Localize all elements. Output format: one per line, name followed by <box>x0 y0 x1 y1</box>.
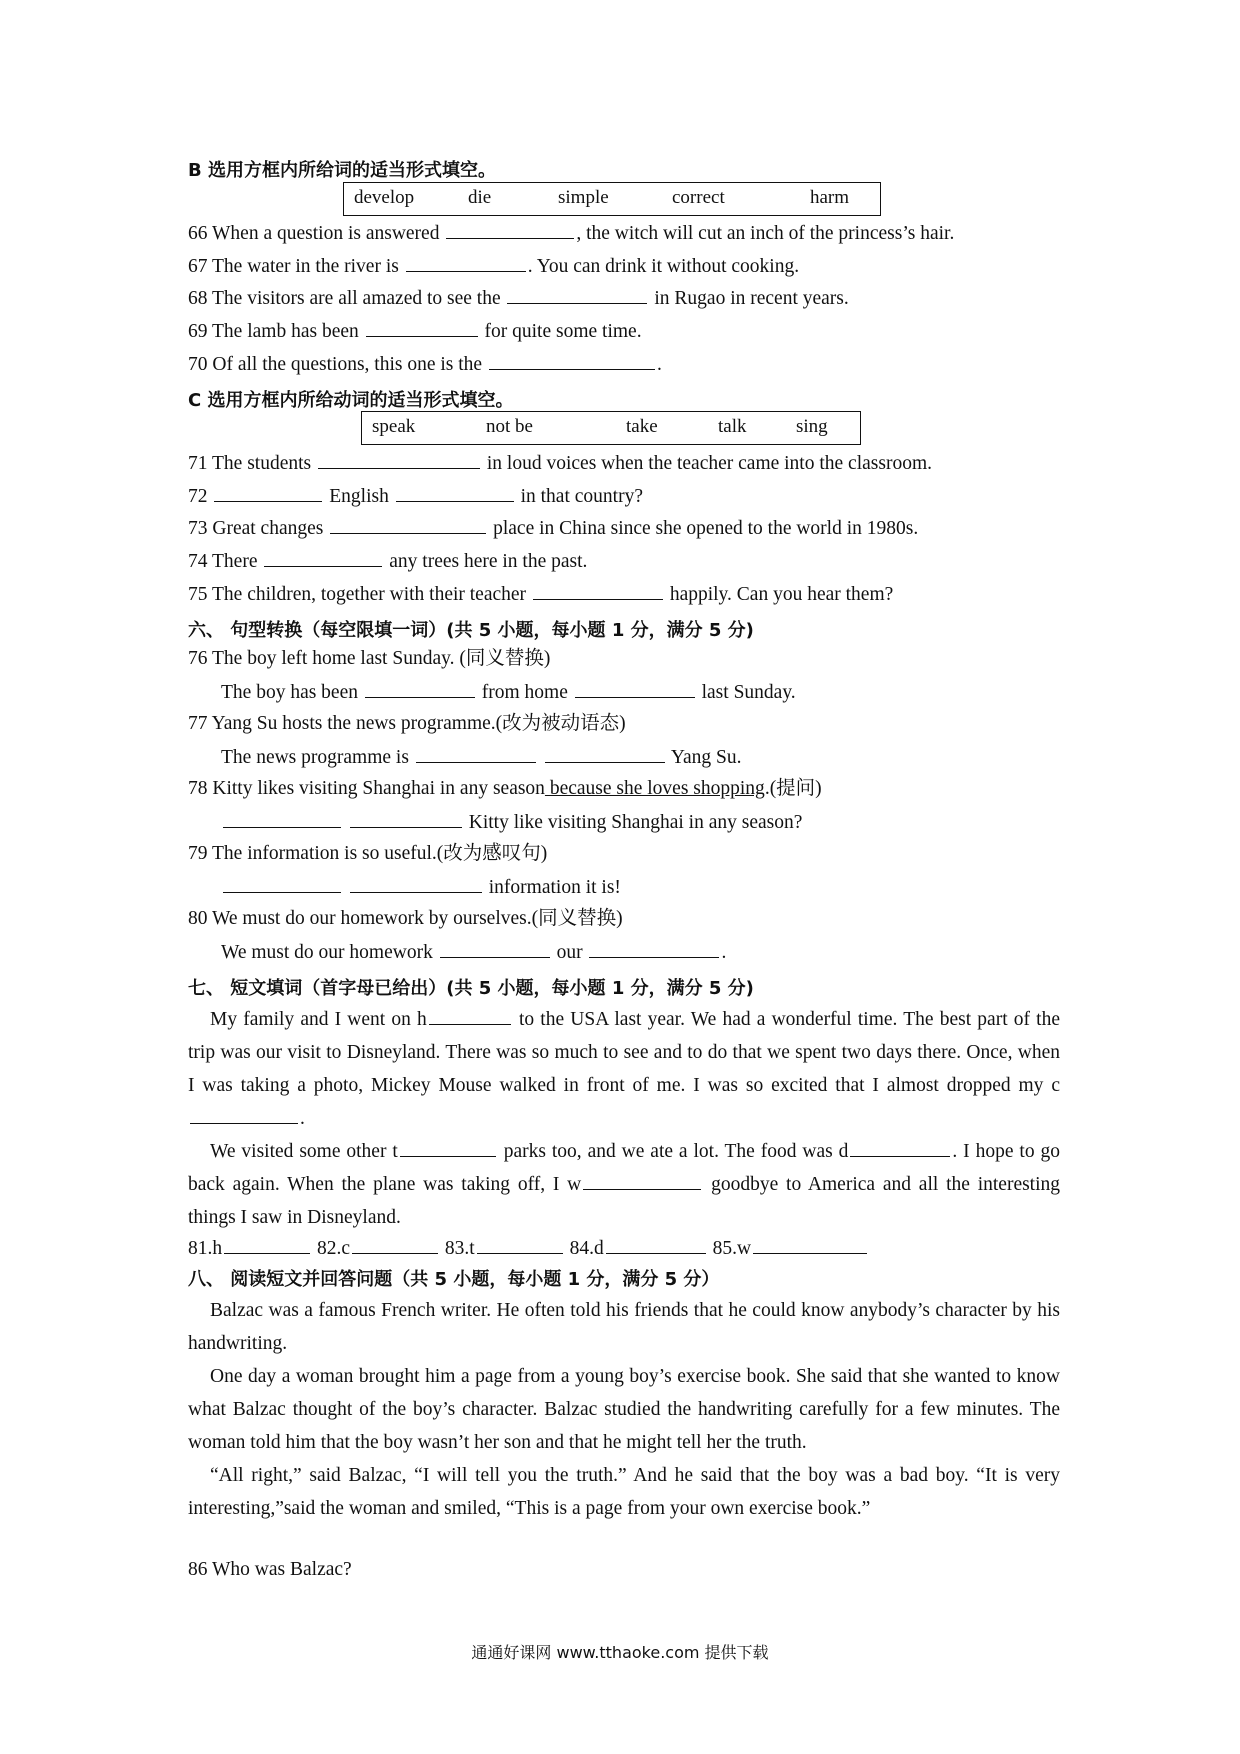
answer-blank[interactable] <box>583 1171 701 1190</box>
answer-blank[interactable] <box>214 483 322 502</box>
word-box-b <box>343 182 881 216</box>
answer-blank[interactable] <box>545 744 665 763</box>
question-77: 77 Yang Su hosts the news programme.(改为被动语态) <box>188 713 626 734</box>
question-71: 71 The students in loud voices when the teacher came into the classroom. <box>188 450 932 477</box>
section-6-title: 六、 句型转换（每空限填一词）(共 5 小题，每小题 1 分，满分 5 分) <box>188 620 754 641</box>
word-box-item: talk <box>718 416 747 437</box>
section-b-title: B 选用方框内所给词的适当形式填空。 <box>188 160 496 181</box>
question-73: 73 Great changes place in China since she opened to the world in 1980s. <box>188 515 918 542</box>
answer-blank[interactable] <box>507 285 647 304</box>
answer-blank[interactable] <box>224 1235 310 1254</box>
cloze-passage <box>188 1003 1060 1234</box>
cloze-paragraph-1: My family and I went on h to the USA last year. We had a wonderful time. The best part of the trip was our visit to Disneyland. There was so much to see and to do that we spent two days there. Once, when I was taking a photo, Mickey Mouse walked in front of me. I was so excited that I almost dropped my c. <box>188 1003 1060 1135</box>
answer-blank[interactable] <box>575 679 695 698</box>
question-75: 75 The children, together with their teacher happily. Can you hear them? <box>188 581 893 608</box>
answer-blank[interactable] <box>223 874 341 893</box>
reading-paragraph-3: “All right,” said Balzac, “I will tell you the truth.” And he said that the boy was a bad boy. “It is very interesting,”said the woman and smiled, “This is a page from your own exercise book.” <box>188 1465 1060 1519</box>
word-box-item: simple <box>558 187 609 208</box>
question-68: 68 The visitors are all amazed to see the in Rugao in recent years. <box>188 285 849 312</box>
word-box-item: develop <box>354 187 415 208</box>
answer-blank[interactable] <box>318 450 480 469</box>
answer-blank[interactable] <box>352 1235 438 1254</box>
section-7-title: 七、 短文填词（首字母已给出）(共 5 小题，每小题 1 分，满分 5 分) <box>188 978 754 999</box>
question-79-answer: information it is! <box>221 874 621 901</box>
answer-blank[interactable] <box>489 351 655 370</box>
word-box-item: sing <box>796 416 828 437</box>
answer-blank[interactable] <box>330 515 486 534</box>
section-8-title: 八、 阅读短文并回答问题（共 5 小题，每小题 1 分，满分 5 分） <box>188 1269 720 1290</box>
question-79: 79 The information is so useful.(改为感叹句) <box>188 843 548 864</box>
footer-text: 通通好课网 www.tthaoke.com 提供下载 <box>471 1643 769 1662</box>
answer-blank[interactable] <box>753 1235 867 1254</box>
answer-blank[interactable] <box>190 1105 298 1124</box>
question-67: 67 The water in the river is . You can drink it without cooking. <box>188 253 799 280</box>
word-box-c <box>361 411 861 445</box>
answer-blank[interactable] <box>416 744 536 763</box>
question-86: 86 Who was Balzac? <box>188 1559 352 1580</box>
word-box-item: correct <box>672 187 725 208</box>
question-70: 70 Of all the questions, this one is the . <box>188 351 662 378</box>
answer-blank[interactable] <box>429 1006 511 1025</box>
answer-blank[interactable] <box>350 809 462 828</box>
answer-blank[interactable] <box>440 939 550 958</box>
answer-blank[interactable] <box>396 483 514 502</box>
answer-blank[interactable] <box>446 220 574 239</box>
answer-blank[interactable] <box>365 679 475 698</box>
word-box-item: not be <box>486 416 533 437</box>
reading-paragraph-2: One day a woman brought him a page from a young boy’s exercise book. She said that she wanted to know what Balzac thought of the boy’s character. Balzac studied the handwriting carefully for a few minutes. The woman told him that the boy wasn’t her son and that he might tell her the truth. <box>188 1366 1060 1453</box>
answer-blank[interactable] <box>350 874 482 893</box>
word-box-item: harm <box>810 187 850 208</box>
question-74: 74 There any trees here in the past. <box>188 548 587 575</box>
answer-blank[interactable] <box>406 253 526 272</box>
answer-blank[interactable] <box>366 318 478 337</box>
question-69: 69 The lamb has been for quite some time. <box>188 318 642 345</box>
cloze-answer-line: 81.h 82.c 83.t 84.d 85.w <box>188 1235 869 1262</box>
question-78: 78 Kitty likes visiting Shanghai in any season because she loves shopping.(提问) <box>188 778 822 799</box>
question-80: 80 We must do our homework by ourselves.(同义替换) <box>188 908 623 929</box>
word-box-item: die <box>468 187 492 208</box>
word-box-item: speak <box>372 416 416 437</box>
answer-blank[interactable] <box>850 1138 950 1157</box>
answer-blank[interactable] <box>264 548 382 567</box>
cloze-paragraph-2: We visited some other t parks too, and we ate a lot. The food was d . I hope to go back again. When the plane was taking off, I w goodbye to America and all the interesting things I saw in Disneyland. <box>188 1135 1060 1234</box>
word-box-item: take <box>626 416 658 437</box>
answer-blank[interactable] <box>223 809 341 828</box>
answer-blank[interactable] <box>606 1235 706 1254</box>
section-c-title: C 选用方框内所给动词的适当形式填空。 <box>188 390 514 411</box>
reading-paragraph-1: Balzac was a famous French writer. He often told his friends that he could know anybody’s character by his handwriting. <box>188 1300 1060 1354</box>
answer-blank[interactable] <box>533 581 663 600</box>
question-77-answer: The news programme is Yang Su. <box>221 744 741 771</box>
question-72: 72 English in that country? <box>188 483 643 510</box>
question-78-answer: Kitty like visiting Shanghai in any season? <box>221 809 802 836</box>
question-76-answer: The boy has been from home last Sunday. <box>221 679 796 706</box>
answer-blank[interactable] <box>400 1138 496 1157</box>
question-80-answer: We must do our homework our . <box>221 939 726 966</box>
answer-blank[interactable] <box>589 939 719 958</box>
question-66: 66 When a question is answered , the witch will cut an inch of the princess’s hair. <box>188 220 954 247</box>
question-76: 76 The boy left home last Sunday. (同义替换) <box>188 648 551 669</box>
answer-blank[interactable] <box>477 1235 563 1254</box>
reading-passage <box>188 1294 1060 1525</box>
